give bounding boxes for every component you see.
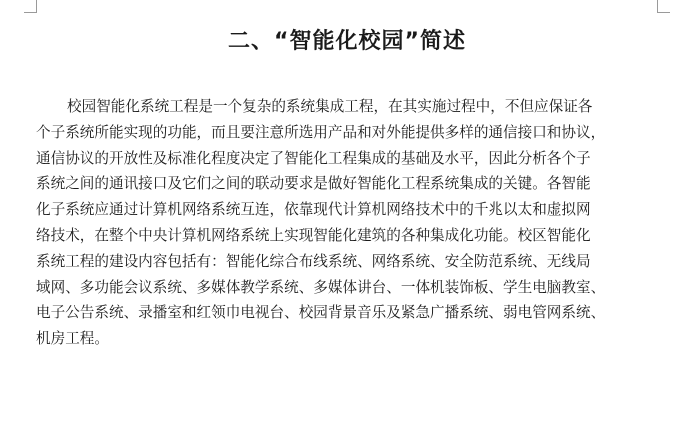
corner-mark-top-right-horizontal	[658, 12, 670, 13]
corner-mark-top-left-horizontal	[24, 12, 36, 13]
paragraph-line: 通信协议的开放性及标准化程度决定了智能化工程集成的基础及水平，因此分析各个子	[36, 149, 591, 167]
paragraph-line: 域网、多功能会议系统、多媒体教学系统、多媒体讲台、一体机装饰板、学生电脑教室、	[36, 278, 606, 296]
paragraph-line: 校园智能化系统工程是一个复杂的系统集成工程，在其实施过程中，不但应保证各	[67, 98, 593, 115]
paragraph-line: 机房工程。	[36, 330, 109, 348]
body-paragraph	[36, 94, 660, 352]
paragraph-line: 系统之间的通讯接口及它们之间的联动要求是做好智能化工程系统集成的关键。各智能	[36, 175, 591, 193]
paragraph-line: 个子系统所能实现的功能，而且要注意所选用产品和对外能提供多样的通信接口和协议，	[36, 123, 606, 141]
paragraph-line: 化子系统应通过计算机网络系统互连，依靠现代计算机网络技术中的千兆以太和虚拟网	[36, 201, 591, 219]
section-title: 二、“智能化校园”简述	[228, 29, 466, 54]
paragraph-line: 电子公告系统、录播室和红领巾电视台、校园背景音乐及紧急广播系统、弱电管网系统、	[36, 304, 606, 322]
paragraph-line: 络技术，在整个中央计算机网络系统上实现智能化建筑的各种集成化功能。校区智能化	[36, 226, 591, 244]
paragraph-line: 系统工程的建设内容包括有：智能化综合布线系统、网络系统、安全防范系统、无线局	[36, 252, 591, 270]
